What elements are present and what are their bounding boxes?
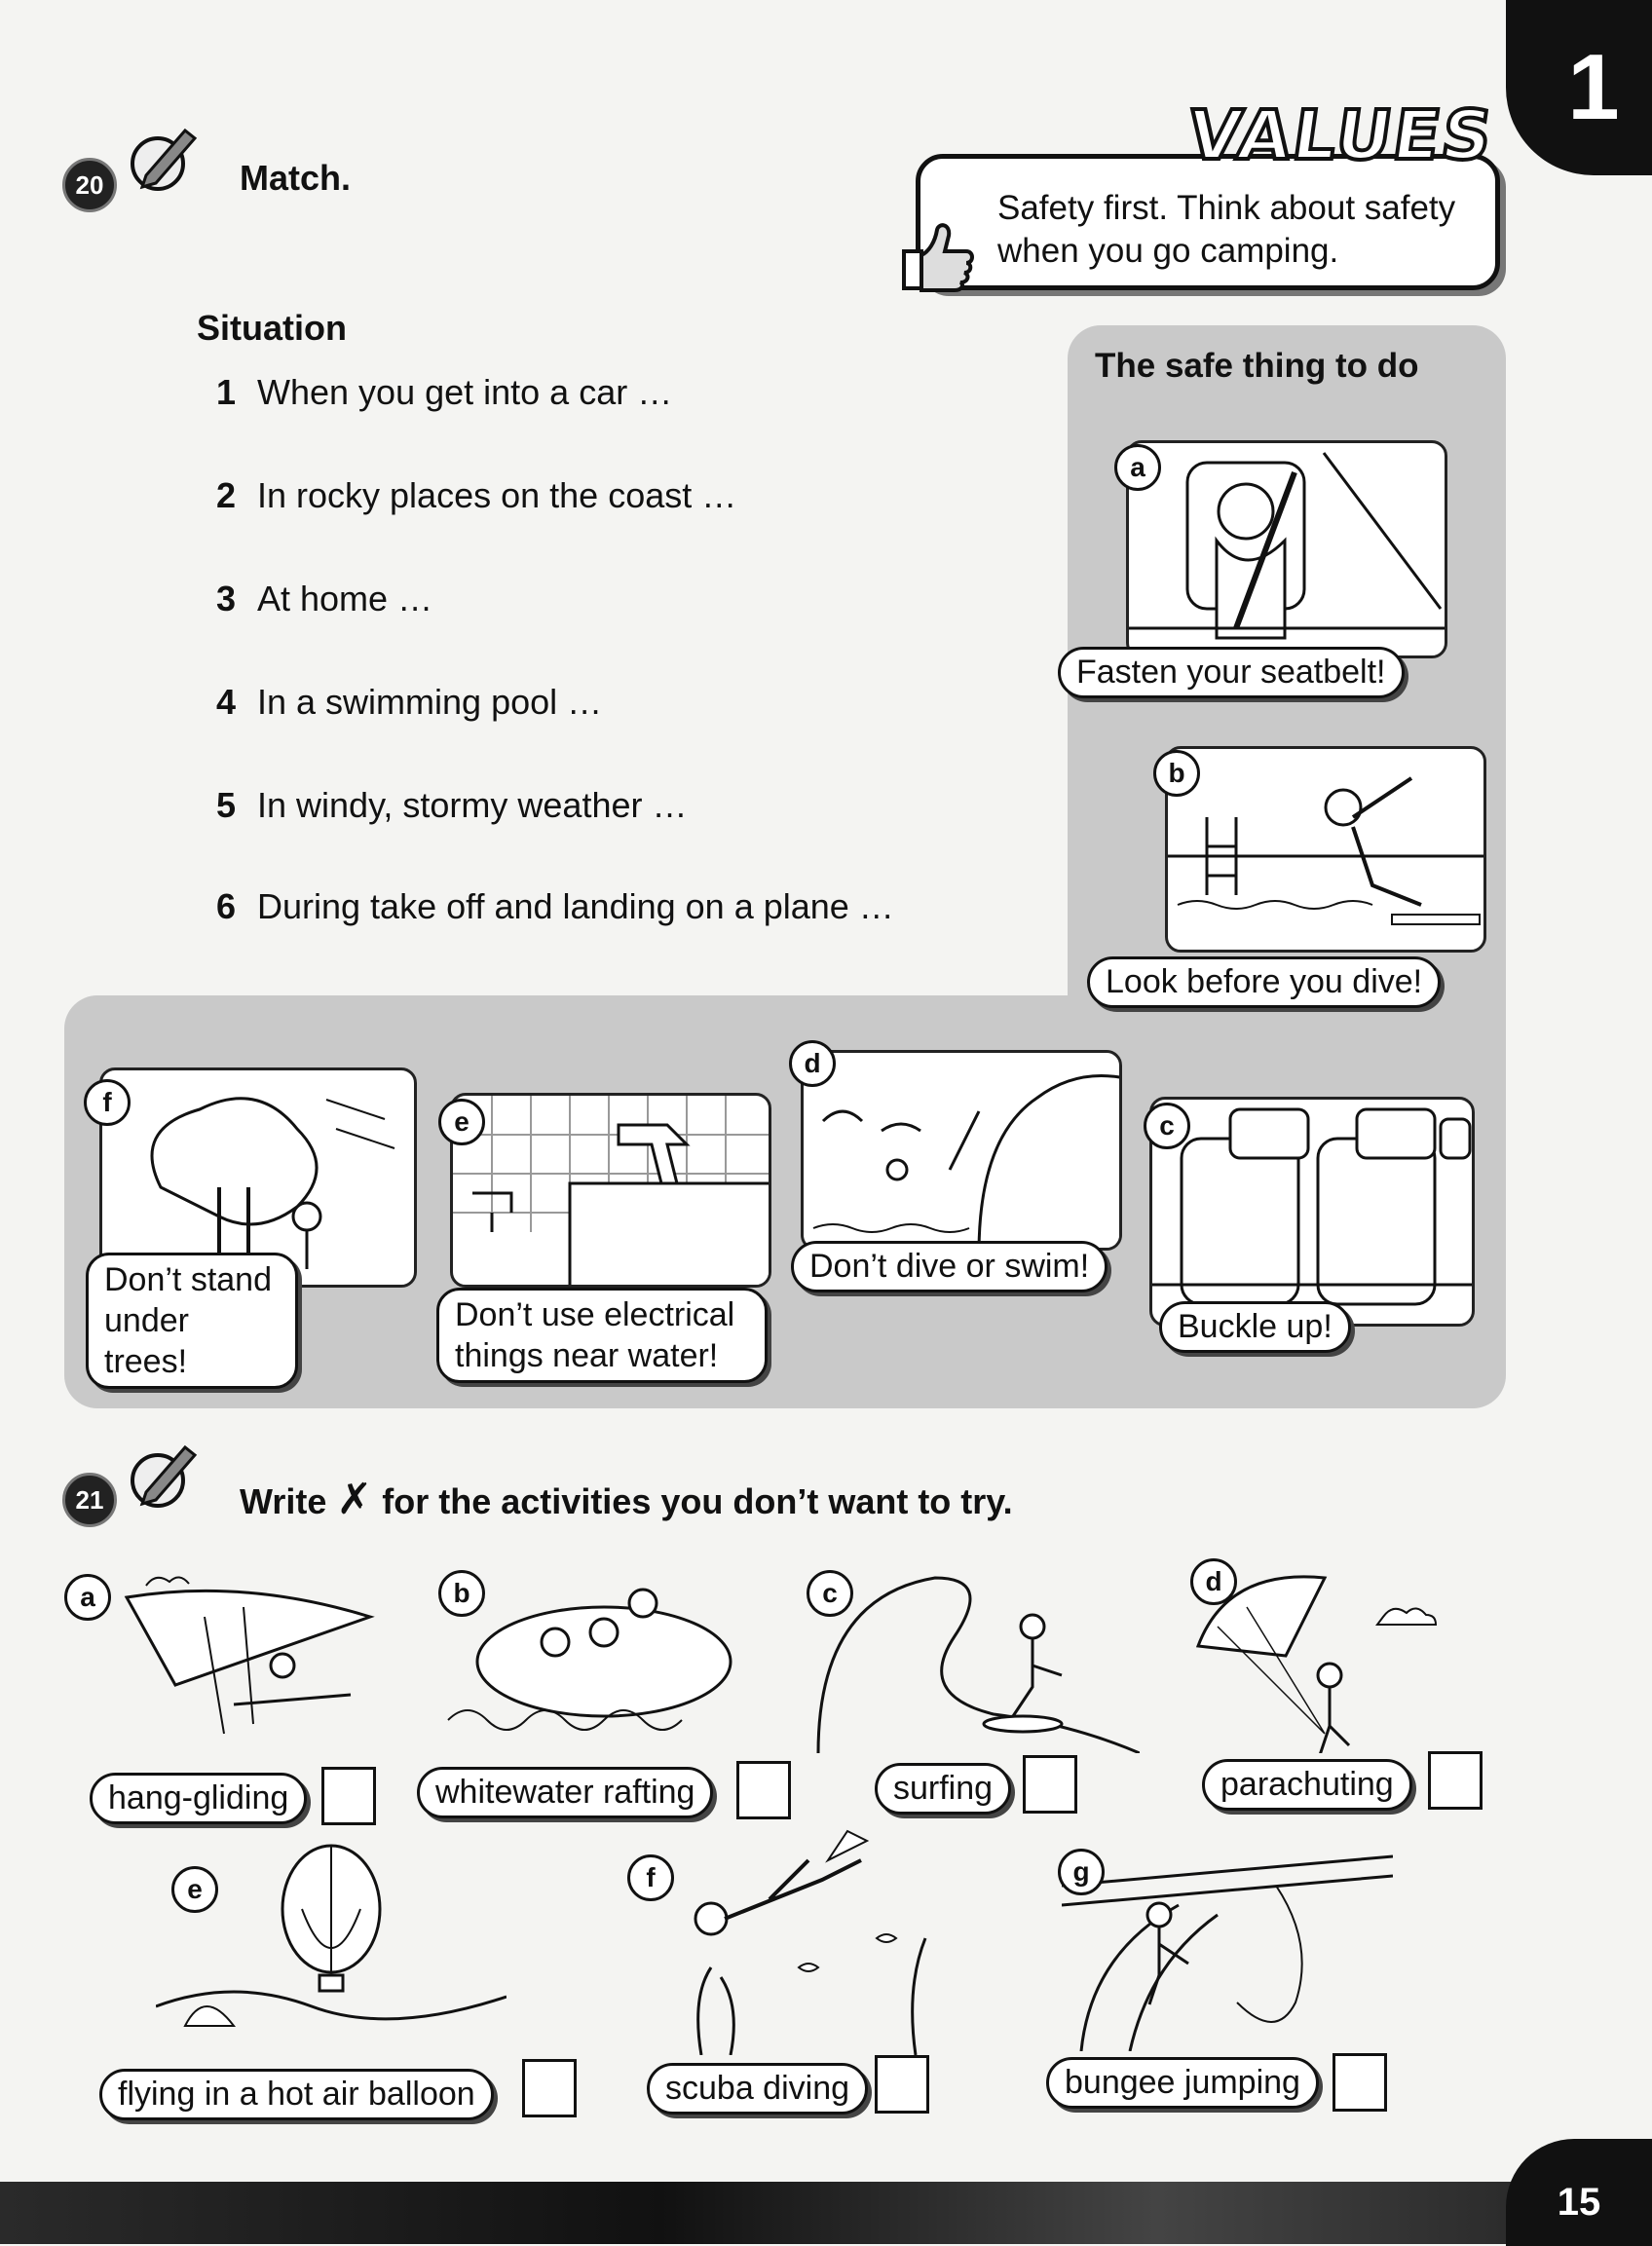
activity-checkbox[interactable] <box>1428 1751 1483 1810</box>
letter-badge: d <box>1190 1558 1237 1605</box>
answer-bubble: Don’t stand under trees! <box>86 1253 298 1389</box>
page-number: 15 <box>1506 2139 1652 2246</box>
exercise-21-instruction: Write ✗ for the activities you don’t want to try. <box>240 1476 1013 1523</box>
whitewater-rafting-illustration <box>438 1554 760 1749</box>
situation-heading: Situation <box>197 308 347 348</box>
activity-label: flying in a hot air balloon <box>99 2069 494 2120</box>
activity-checkbox[interactable] <box>321 1767 376 1825</box>
car-seatbelt-illustration <box>1129 443 1447 658</box>
safe-thing-heading: The safe thing to do <box>1095 347 1419 385</box>
unit-number-tab <box>1506 0 1652 175</box>
letter-badge: g <box>1058 1849 1105 1895</box>
hang-gliding-illustration <box>88 1558 380 1753</box>
thumbs-up-icon <box>894 216 982 294</box>
answer-bubble: Don’t use electrical things near water! <box>436 1288 768 1383</box>
activity-label: scuba diving <box>647 2063 868 2115</box>
situation-item: 1 When you get into a car … <box>216 372 673 412</box>
activity-checkbox[interactable] <box>522 2059 577 2117</box>
answer-b-picture <box>1165 746 1486 953</box>
surfing-illustration <box>808 1558 1140 1753</box>
answer-c-picture <box>1149 1097 1475 1327</box>
answer-d-picture <box>801 1050 1122 1251</box>
letter-badge: a <box>1114 444 1161 491</box>
letter-badge: c <box>807 1570 853 1617</box>
values-title: VALUES <box>1183 95 1499 175</box>
answer-a-picture <box>1126 440 1447 658</box>
answer-bubble: Fasten your seatbelt! <box>1058 647 1405 698</box>
cross-mark: ✗ <box>336 1476 373 1523</box>
activity-checkbox[interactable] <box>736 1761 791 1819</box>
activity-label: surfing <box>875 1763 1011 1815</box>
hot-air-balloon-illustration <box>156 1831 507 2055</box>
unit-number: 1 <box>1567 35 1620 139</box>
letter-badge: b <box>438 1570 485 1617</box>
activity-label: hang-gliding <box>90 1773 307 1824</box>
answer-bubble: Buckle up! <box>1159 1301 1351 1353</box>
situation-item: 6 During take off and landing on a plane … <box>216 886 894 926</box>
answer-bubble: Look before you dive! <box>1087 956 1441 1008</box>
activity-checkbox[interactable] <box>875 2055 929 2114</box>
pencil-icon <box>125 1438 203 1508</box>
letter-badge: b <box>1153 750 1200 797</box>
activity-label: whitewater rafting <box>417 1767 713 1818</box>
pencil-icon <box>125 121 203 191</box>
values-text: Safety first. Think about safety when you go camping. <box>997 189 1456 270</box>
activity-checkbox[interactable] <box>1333 2053 1387 2112</box>
scuba-diving-illustration <box>623 1821 955 2055</box>
situation-item: 2 In rocky places on the coast … <box>216 475 737 515</box>
letter-badge: c <box>1144 1103 1190 1149</box>
situation-item: 5 In windy, stormy weather … <box>216 785 688 825</box>
answer-e-picture <box>450 1093 771 1288</box>
exercise-number-badge: 20 <box>62 158 117 212</box>
exercise-number-badge: 21 <box>62 1473 117 1527</box>
bungee-jumping-illustration <box>1062 1827 1393 2051</box>
activity-checkbox[interactable] <box>1023 1755 1077 1814</box>
letter-badge: a <box>64 1574 111 1621</box>
situation-item: 4 In a swimming pool … <box>216 682 603 722</box>
exercise-20-instruction: Match. <box>240 158 352 198</box>
letter-badge: e <box>438 1099 485 1145</box>
letter-badge: d <box>789 1040 836 1087</box>
rocky-coast-illustration <box>804 1053 1122 1251</box>
letter-badge: f <box>84 1079 131 1126</box>
answer-bubble: Don’t dive or swim! <box>791 1241 1108 1292</box>
footer-band <box>0 2182 1652 2244</box>
pool-dive-illustration <box>1168 749 1486 953</box>
bathroom-hairdryer-illustration <box>453 1096 771 1288</box>
letter-badge: e <box>171 1866 218 1913</box>
letter-badge: f <box>627 1854 674 1901</box>
activity-label: bungee jumping <box>1046 2057 1319 2109</box>
situation-item: 3 At home … <box>216 579 433 618</box>
plane-seats-illustration <box>1152 1100 1475 1327</box>
activity-label: parachuting <box>1202 1759 1412 1811</box>
